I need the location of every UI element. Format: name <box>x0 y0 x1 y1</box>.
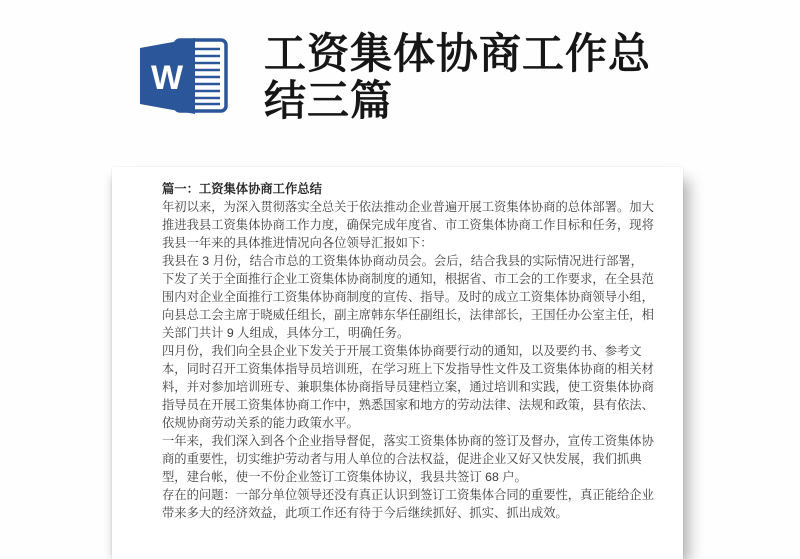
doc-paragraph: 我县在 3 月份，结合市总的工资集体协商动员会。会后，结合我县的实际情况进行部署，下发了关于全面推行企业工资集体协商制度的通知，根据省、市工会的工作要求，在全县范围内对企业全面推行工资集体协商制度的宣传、指导。及时的成立工资集体协商领导小组，向县总工会主席于晓威任组长，副主席韩东华任副组长，法律部长，王国任办公室主任，相关部门共计 9 人组成，具体分工，明确任务。 <box>162 254 654 340</box>
word-icon <box>138 36 230 116</box>
doc-paragraph: 四月份，我们向全县企业下发关于开展工资集体协商要行动的通知，以及要约书、参考文本，同时召开工资集体指导员培训班，在学习班上下发指导性文件及工资集体协商的相关材料，并对参加培训班专、兼职集体协商指导员建档立案，通过培训和实践，使工资集体协商指导员在开展工资集体协商工作中，熟悉国家和地方的劳动法律、法规和政策，县有依法、依规协商劳动关系的能力政策水平。 <box>162 344 654 430</box>
doc-paragraph: 年初以来，为深入贯彻落实全总关于依法推动企业普遍开展工资集体协商的总体部署。加大推进我县工资集体协商工作力度，确保完成年度省、市工资集体协商工作目标和任务，现将我县一年来的具体推进情况向各位领导汇报如下： <box>162 200 654 250</box>
doc-paragraph: 一年来，我们深入到各个企业指导督促，落实工资集体协商的签订及督办，宣传工资集体协商的重要性，切实维护劳动者与用人单位的合法权益，促进企业又好又快发展，我们抓典型，建台帐，使一不份企业签订工资集体协议，我县共签订 68 户。 <box>162 434 654 484</box>
document-header <box>138 30 684 124</box>
word-icon-letter: W <box>150 59 184 97</box>
page-title: 工资集体协商工作总结三篇 <box>264 30 652 124</box>
doc-section-heading: 篇一：工资集体协商工作总结 <box>162 182 322 196</box>
doc-paragraph: 存在的问题：一部分单位领导还没有真正认识到签订工资集体合同的重要性，真正能给企业带来多大的经济效益，此项工作还有待于今后继续抓好、抓实、抓出成效。 <box>162 488 654 520</box>
document-page-preview <box>112 167 683 559</box>
